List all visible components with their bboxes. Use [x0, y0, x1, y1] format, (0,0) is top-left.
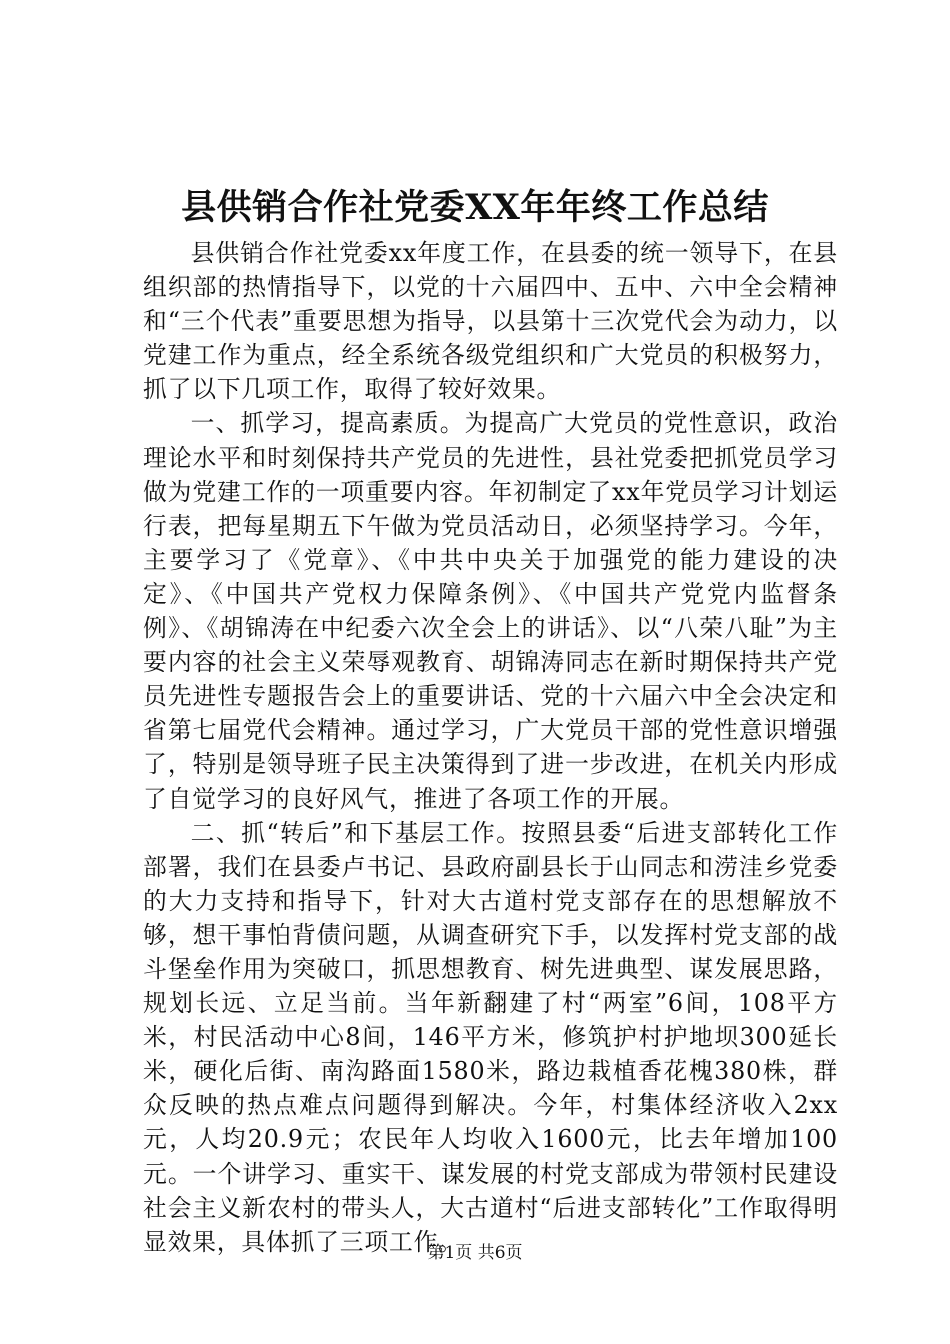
page-footer: 第1页 共6页	[427, 1243, 523, 1263]
paragraph-intro: 县供销合作社党委xx年度工作，在县委的统一领导下，在县组织部的热情指导下，以党的十六届四中、五中、六中全会精神和“三个代表”重要思想为指导，以县第十三次党代会为动力，以党建工作为重点，经全系统各级党组织和广大党员的积极努力，抓了以下几项工作，取得了较好效果。	[143, 239, 838, 404]
paragraph-section-2: 二、抓“转后”和下基层工作。按照县委“后进支部转化工作部署，我们在县委卢书记、县政府副县长于山同志和涝洼乡党委的大力支持和指导下，针对大古道村党支部存在的思想解放不够，想干事怕背债问题，从调查研究下手，以发挥村党支部的战斗堡垒作用为突破口，抓思想教育、树先进典型、谋发展思路，规划长远、立足当前。当年新翻建了村“两室”6间，108平方米，村民活动中心8间，146平方米，修筑护村护地坝300延长米，硬化后街、南沟路面1580米，路边栽植香花槐380株，群众反映的热点难点问题得到解决。今年，村集体经济收入2xx元，人均20.9元；农民年人均收入1600元，比去年增加100元。一个讲学习、重实干、谋发展的村党支部成为带领村民建设社会主义新农村的带头人，大古道村“后进支部转化”工作取得明显效果，具体抓了三项工作。	[143, 818, 838, 1256]
document-title: 县供销合作社党委XX年年终工作总结	[181, 187, 769, 228]
document-body	[143, 236, 838, 1259]
paragraph-section-1: 一、抓学习，提高素质。为提高广大党员的党性意识，政治理论水平和时刻保持共产党员的先进性，县社党委把抓党员学习做为党建工作的一项重要内容。年初制定了xx年党员学习计划运行表，把每星期五下午做为党员活动日，必须坚持学习。今年，主要学习了《党章》、《中共中央关于加强党的能力建设的决定》、《中国共产党权力保障条例》、《中国共产党党内监督条例》、《胡锦涛在中纪委六次全会上的讲话》、以“八荣八耻”为主要内容的社会主义荣辱观教育、胡锦涛同志在新时期保持共产党员先进性专题报告会上的重要讲话、党的十六届六中全会决定和省第七届党代会精神。通过学习，广大党员干部的党性意识增强了，特别是领导班子民主决策得到了进一步改进，在机关内形成了自觉学习的良好风气，推进了各项工作的开展。	[143, 409, 838, 813]
